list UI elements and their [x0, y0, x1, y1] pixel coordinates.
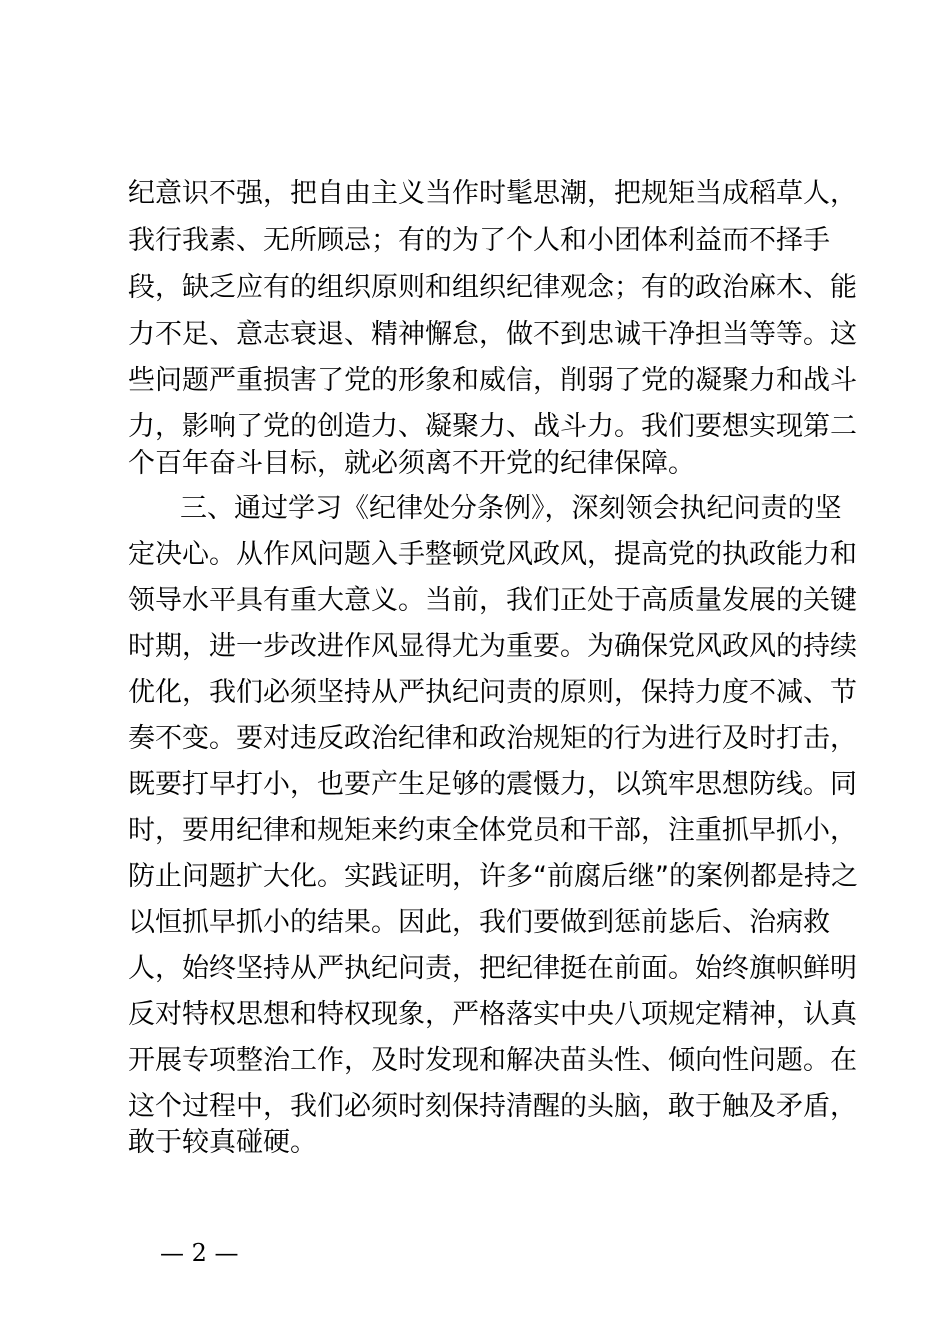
text-line: 以恒抓早抓小的结果。因此，我们要做到惩前毖后、治病救: [128, 907, 830, 938]
text-line: 反对特权思想和特权现象，严格落实中央八项规定精神，认真: [128, 999, 857, 1030]
text-line: 优化，我们必须坚持从严执纪问责的原则，保持力度不减、节: [128, 677, 857, 708]
text-line: 人，始终坚持从严执纪问责，把纪律挺在前面。始终旗帜鲜明: [128, 953, 857, 984]
section-heading-line: 三、通过学习《纪律处分条例》，深刻领会执纪问责的坚: [180, 493, 842, 524]
text-line: 既要打早打小，也要产生足够的震慑力，以筑牢思想防线。同: [128, 769, 857, 800]
text-line: 个百年奋斗目标，就必须离不开党的纪律保障。: [128, 448, 695, 479]
text-line: 力不足、意志衰退、精神懈怠，做不到忠诚干净担当等等。这: [128, 319, 857, 350]
text-line: 领导水平具有重大意义。当前，我们正处于高质量发展的关键: [128, 585, 857, 616]
text-line: 定决心。从作风问题入手整顿党风政风，提高党的执政能力和: [128, 539, 857, 570]
text-line: 时期，进一步改进作风显得尤为重要。为确保党风政风的持续: [128, 631, 857, 662]
text-line: 段，缺乏应有的组织原则和组织纪律观念；有的政治麻木、能: [128, 272, 857, 303]
text-line: 时，要用纪律和规矩来约束全体党员和干部，注重抓早抓小，: [128, 815, 857, 846]
text-line: 些问题严重损害了党的形象和威信，削弱了党的凝聚力和战斗: [128, 365, 857, 396]
text-line: 敢于较真碰硬。: [128, 1127, 317, 1158]
text-line: 我行我素、无所顾忌；有的为了个人和小团体利益而不择手: [128, 225, 830, 256]
page-number: — 2 —: [160, 1239, 239, 1267]
text-line: 纪意识不强，把自由主义当作时髦思潮，把规矩当成稻草人，: [128, 178, 857, 209]
text-line: 防止问题扩大化。实践证明，许多“前腐后继”的案例都是持之: [128, 861, 858, 892]
text-line: 开展专项整治工作，及时发现和解决苗头性、倾向性问题。在: [128, 1045, 857, 1076]
text-line: 力，影响了党的创造力、凝聚力、战斗力。我们要想实现第二: [128, 411, 857, 442]
text-line: 这个过程中，我们必须时刻保持清醒的头脑，敢于触及矛盾，: [128, 1091, 857, 1122]
text-line: 奏不变。要对违反政治纪律和政治规矩的行为进行及时打击，: [128, 723, 857, 754]
